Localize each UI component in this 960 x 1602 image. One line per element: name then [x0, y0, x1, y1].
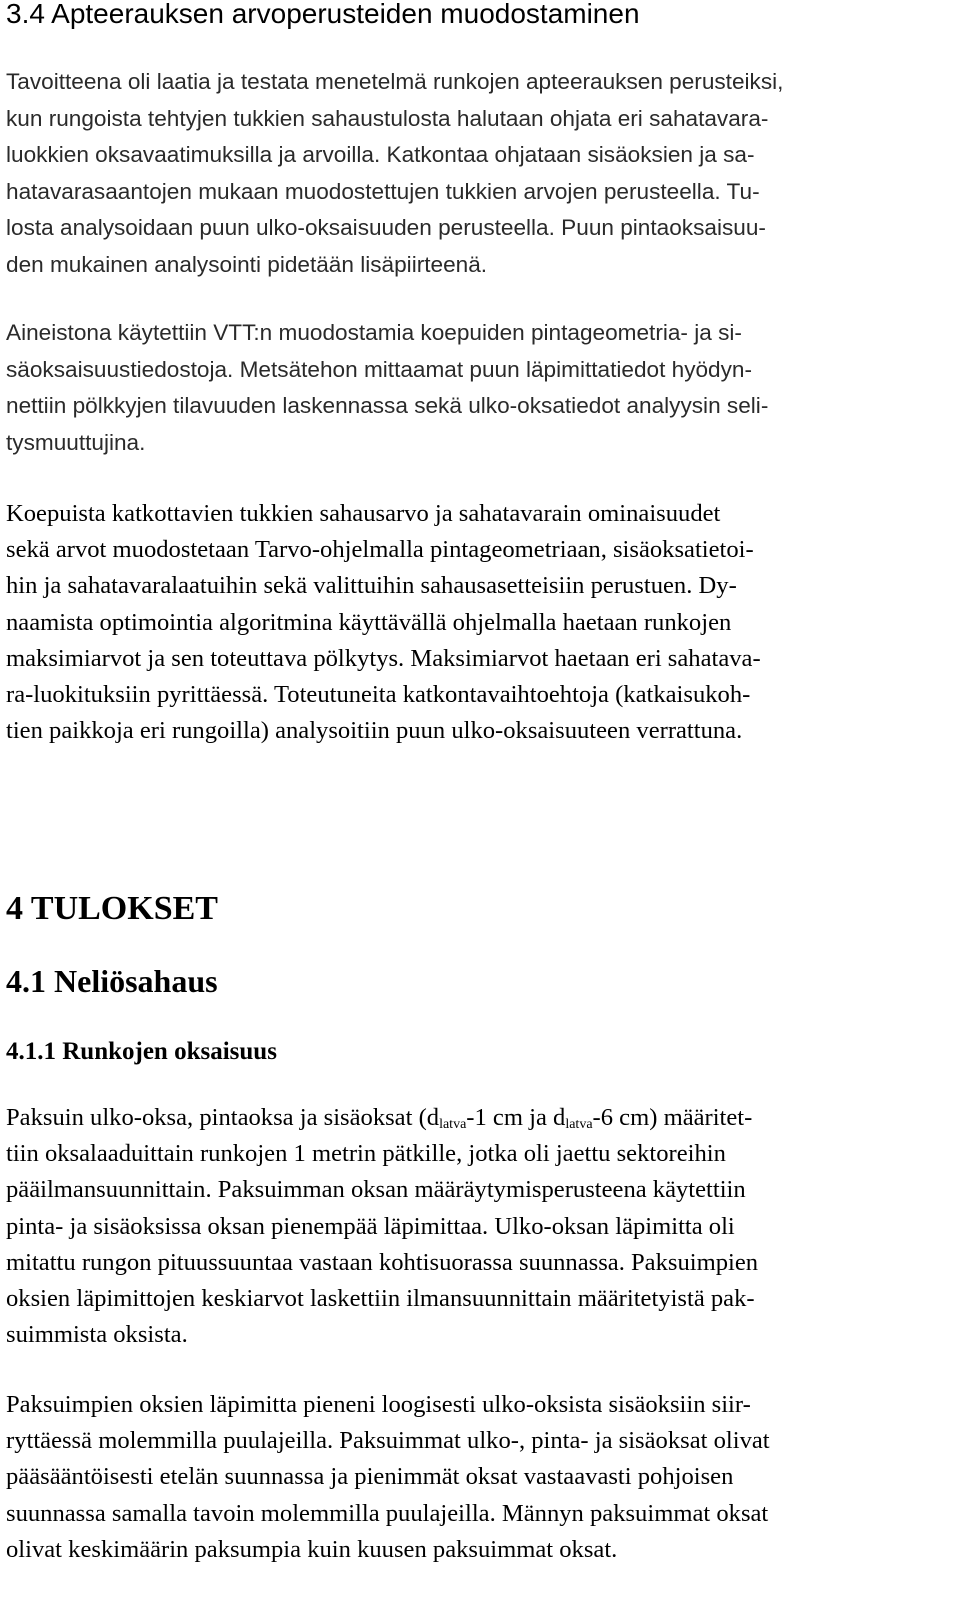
text-line: ryttäessä molemmilla puulajeilla. Paksuimmat ulko-, pinta- ja sisäoksat olivat: [6, 1427, 770, 1455]
text-line: losta analysoidaan puun ulko-oksaisuuden perusteella. Puun pintaoksaisuu-: [6, 215, 766, 240]
paragraph-3-4-3: [6, 496, 942, 749]
text-line: Aineistona käytettiin VTT:n muodostamia koepuiden pintageometria- ja si-: [6, 320, 742, 345]
text-line: pääilmansuunnittain. Paksuimman oksan määräytymisperusteena käytettiin: [6, 1176, 746, 1204]
text-line: luokkien oksavaatimuksilla ja arvoilla. Katkontaa ohjataan sisäoksien ja sa-: [6, 142, 755, 167]
paragraph-3-4-1: [6, 64, 942, 283]
text-line: olivat keskimäärin paksumpia kuin kuusen paksuimmat oksat.: [6, 1535, 618, 1563]
text-line: ra-luokituksiin pyrittäessä. Toteutuneita katkontavaihtoehtoja (katkaisukoh-: [6, 681, 751, 709]
text-line: suimmista oksista.: [6, 1321, 188, 1349]
section-heading-4-1: 4.1 Neliösahaus: [6, 963, 218, 999]
text-line: sekä arvot muodostetaan Tarvo-ohjelmalla pintageometriaan, sisäoksatietoi-: [6, 536, 754, 564]
section-heading-4-1-1: 4.1.1 Runkojen oksaisuus: [6, 1038, 277, 1065]
text-line: naamista optimointia algoritmina käyttävällä ohjelmalla haetaan runkojen: [6, 608, 732, 636]
text-fragment: -6 cm) määritet-: [592, 1104, 753, 1131]
text-line: pääsääntöisesti etelän suunnassa ja pienimmät oksat vastaavasti pohjoisen: [6, 1463, 734, 1491]
text-line: Paksuimpien oksien läpimitta pieneni loogisesti ulko-oksista sisäoksiin siir-: [6, 1391, 751, 1418]
paragraph-3-4-2: [6, 315, 942, 461]
paragraph-4-1-1-2: [6, 1387, 942, 1568]
text-line: oksien läpimittojen keskiarvot laskettiin ilmansuunnittain määritetyistä pak-: [6, 1285, 755, 1313]
text-fragment: -1 cm ja d: [466, 1104, 566, 1131]
text-line: kun rungoista tehtyjen tukkien sahaustulosta halutaan ohjata eri sahatavara-: [6, 105, 769, 131]
paragraph-4-1-1-1: [6, 1100, 942, 1353]
text-line: [6, 1100, 942, 1136]
text-line: den mukainen analysointi pidetään lisäpiirteenä.: [6, 251, 488, 277]
text-line: suunnassa samalla tavoin molemmilla puulajeilla. Männyn paksuimmat oksat: [6, 1499, 769, 1527]
text-line: tiin oksalaaduittain runkojen 1 metrin pätkille, jotka oli jaettu sektoreihin: [6, 1140, 726, 1168]
text-fragment: Paksuin ulko-oksa, pintaoksa ja sisäoksat (d: [6, 1104, 440, 1131]
text-line: säoksaisuustiedostoja. Metsätehon mittaamat puun läpimittatiedot hyödyn-: [6, 356, 753, 382]
text-line: maksimiarvot ja sen toteuttava pölkytys. Maksimiarvot haetaan eri sahatava-: [6, 644, 761, 672]
subscript: latva: [565, 1117, 593, 1132]
subscript: latva: [439, 1117, 467, 1132]
text-line: pinta- ja sisäoksissa oksan pienempää läpimittaa. Ulko-oksan läpimitta oli: [6, 1212, 735, 1240]
text-line: Koepuista katkottavien tukkien sahausarvo ja sahatavarain ominaisuudet: [6, 500, 721, 527]
text-line: hatavarasaantojen mukaan muodostettujen tukkien arvojen perusteella. Tu-: [6, 178, 760, 204]
text-line: nettiin pölkkyjen tilavuuden laskennassa sekä ulko-oksatiedot analyysin seli-: [6, 393, 769, 418]
text-line: mitattu rungon pituussuuntaa vastaan kohtisuorassa suunnassa. Paksuimpien: [6, 1248, 759, 1276]
text-line: tien paikkoja eri rungoilla) analysoitiin puun ulko-oksaisuuteen verrattuna.: [6, 717, 743, 745]
section-heading-4: 4 TULOKSET: [6, 890, 218, 927]
text-line: tysmuuttujina.: [6, 429, 146, 455]
text-line: Tavoitteena oli laatia ja testata menetelmä runkojen apteerauksen perusteiksi,: [6, 69, 784, 94]
text-line: hin ja sahatavaralaatuihin sekä valittuihin sahausasetteisiin perustuen. Dy-: [6, 572, 737, 600]
section-heading-3-4: 3.4 Apteerauksen arvoperusteiden muodostaminen: [6, 0, 640, 29]
